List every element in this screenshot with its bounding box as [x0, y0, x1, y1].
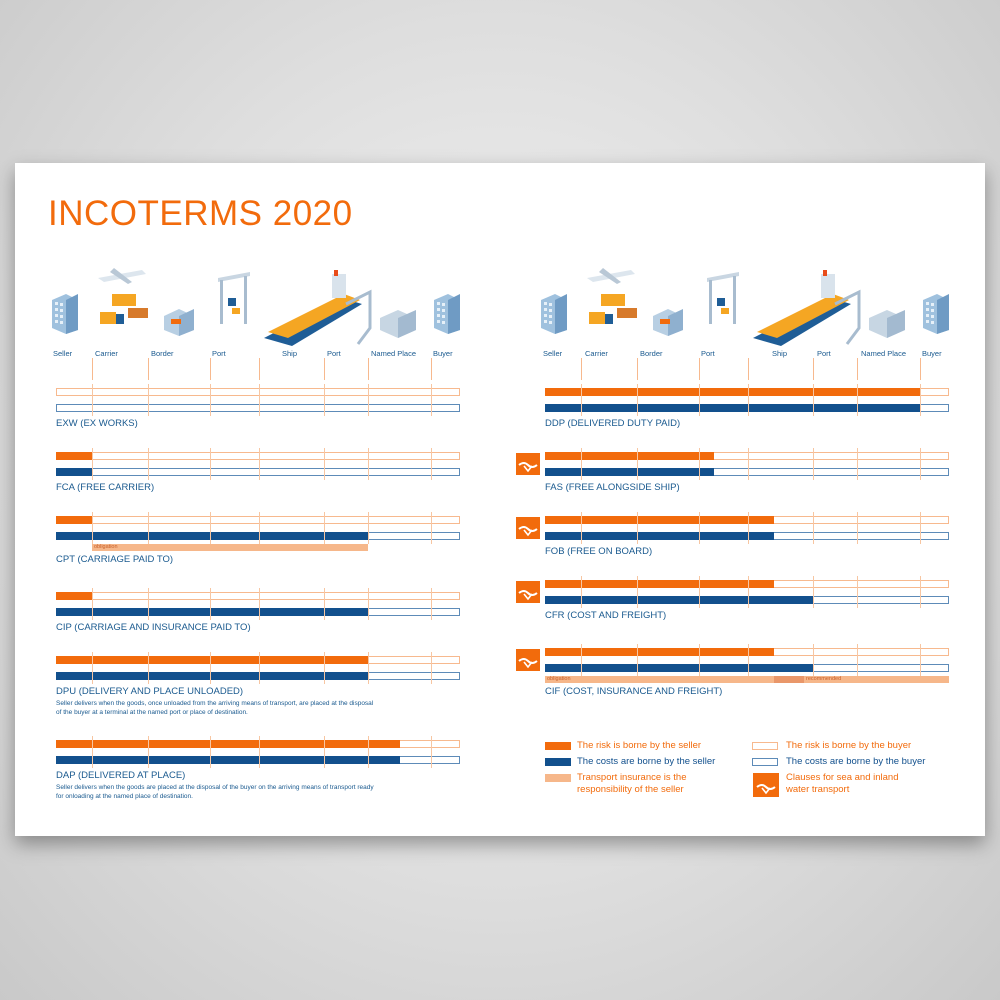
- bar-tick: [748, 576, 749, 608]
- bar-tick: [920, 512, 921, 544]
- right-location-line: [581, 358, 582, 380]
- risk-seller-bar: [545, 580, 774, 588]
- left-airplane-icon: [92, 264, 152, 339]
- right-location-line: [637, 358, 638, 380]
- left-location-label: Ship: [282, 349, 298, 358]
- bar-tick: [857, 644, 858, 676]
- bar-tick: [920, 576, 921, 608]
- right-location-label: Port: [817, 349, 831, 358]
- right-location-label: Carrier: [585, 349, 608, 358]
- bar-tick: [431, 736, 432, 768]
- left-location-label: Named Place: [371, 349, 417, 358]
- bar-tick: [148, 652, 149, 684]
- bar-tick: [368, 384, 369, 416]
- bar-tick: [148, 512, 149, 544]
- bar-tick: [431, 588, 432, 620]
- sea-transport-icon: [516, 453, 540, 475]
- term-label: FCA (FREE CARRIER): [56, 482, 155, 493]
- term-description: Seller delivers when the goods are placed at the disposal of the buyer on the arriving means of transport ready for onloading at the named place of destination.: [56, 784, 374, 800]
- bar-tick: [92, 588, 93, 620]
- legend-sea-text: Clauses for sea and inland water transport: [786, 772, 899, 795]
- term-label: DAP (DELIVERED AT PLACE): [56, 770, 186, 781]
- cost-seller-bar: [56, 672, 368, 680]
- left-buyer-building-icon: [430, 292, 464, 339]
- bar-tick: [637, 644, 638, 676]
- left-port-crane-icon: [214, 268, 254, 333]
- bar-tick: [431, 652, 432, 684]
- bar-tick: [581, 576, 582, 608]
- bar-tick: [210, 448, 211, 480]
- cost-seller-bar: [56, 756, 400, 764]
- bar-tick: [857, 576, 858, 608]
- risk-seller-bar: [545, 452, 714, 460]
- left-location-label: Port: [327, 349, 341, 358]
- legend-risk-buyer-text: The risk is borne by the buyer: [786, 740, 912, 751]
- bar-tick: [368, 512, 369, 544]
- right-container-ship-icon: [751, 268, 861, 353]
- right-location-line: [857, 358, 858, 380]
- legend-insurance-text: Transport insurance is the responsibility of the seller: [577, 772, 687, 795]
- bar-tick: [431, 448, 432, 480]
- cost-buyer-bar: [56, 468, 460, 476]
- bar-tick: [324, 588, 325, 620]
- cost-seller-bar: [56, 468, 92, 476]
- bar-tick: [259, 652, 260, 684]
- legend-cost-buyer-text: The costs are borne by the buyer: [786, 756, 926, 767]
- bar-tick: [857, 384, 858, 416]
- bar-tick: [699, 448, 700, 480]
- bar-tick: [637, 576, 638, 608]
- risk-buyer-bar: [56, 592, 460, 600]
- term-label: FAS (FREE ALONGSIDE SHIP): [545, 482, 680, 493]
- cost-seller-bar: [56, 608, 368, 616]
- cost-seller-bar: [545, 404, 920, 412]
- bar-tick: [148, 448, 149, 480]
- bar-tick: [748, 448, 749, 480]
- bar-tick: [637, 512, 638, 544]
- bar-tick: [813, 448, 814, 480]
- left-location-label: Seller: [53, 349, 73, 358]
- bar-tick: [259, 448, 260, 480]
- bar-tick: [210, 736, 211, 768]
- term-label: CFR (COST AND FREIGHT): [545, 610, 667, 621]
- risk-seller-bar: [56, 592, 92, 600]
- term-label: CIF (COST, INSURANCE AND FREIGHT): [545, 686, 723, 697]
- risk-buyer-bar: [56, 388, 460, 396]
- bar-tick: [748, 512, 749, 544]
- legend-cost-seller-swatch: [545, 758, 571, 766]
- term-label: CIP (CARRIAGE AND INSURANCE PAID TO): [56, 622, 251, 633]
- legend-insurance-swatch: [545, 774, 571, 782]
- term-label: DPU (DELIVERY AND PLACE UNLOADED): [56, 686, 244, 697]
- right-location-label: Buyer: [922, 349, 942, 358]
- bar-tick: [368, 588, 369, 620]
- term-label: FOB (FREE ON BOARD): [545, 546, 653, 557]
- risk-seller-bar: [56, 516, 92, 524]
- term-label: EXW (EX WORKS): [56, 418, 138, 429]
- right-customs-border-icon: [651, 306, 685, 341]
- legend-risk-buyer-swatch: [752, 742, 778, 750]
- insurance-recommended-bar: [774, 676, 804, 683]
- bar-tick: [920, 644, 921, 676]
- left-office-building-icon: [48, 292, 82, 339]
- term-description: Seller delivers when the goods, once unloaded from the arriving means of transport, are placed at the disposal of the buyer at a terminal at the named port or place of destination.: [56, 700, 374, 716]
- bar-tick: [431, 512, 432, 544]
- bar-tick: [259, 384, 260, 416]
- legend-risk-seller-text: The risk is borne by the seller: [577, 740, 702, 751]
- bar-tick: [857, 512, 858, 544]
- bar-tick: [92, 652, 93, 684]
- bar-tick: [813, 644, 814, 676]
- bar-tick: [368, 652, 369, 684]
- sea-transport-icon: [516, 517, 540, 539]
- bar-tick: [699, 576, 700, 608]
- bar-tick: [581, 448, 582, 480]
- bar-tick: [748, 384, 749, 416]
- cost-seller-bar: [545, 532, 774, 540]
- cost-seller-bar: [56, 532, 368, 540]
- cost-seller-bar: [545, 596, 813, 604]
- left-location-label: Border: [151, 349, 174, 358]
- bar-tick: [748, 644, 749, 676]
- bar-tick: [210, 588, 211, 620]
- left-location-line: [92, 358, 93, 380]
- cost-seller-bar: [545, 468, 714, 476]
- poster: [15, 163, 985, 836]
- left-customs-border-icon: [162, 306, 196, 341]
- bar-tick: [92, 736, 93, 768]
- bar-tick: [324, 512, 325, 544]
- left-location-label: Buyer: [433, 349, 453, 358]
- bar-tick: [581, 384, 582, 416]
- right-port-crane-icon: [703, 268, 743, 333]
- bar-tick: [259, 512, 260, 544]
- insurance-recommended-label: recommended: [806, 676, 842, 682]
- bar-tick: [259, 736, 260, 768]
- bar-tick: [581, 644, 582, 676]
- bar-tick: [259, 588, 260, 620]
- bar-tick: [210, 652, 211, 684]
- bar-tick: [324, 384, 325, 416]
- left-location-line: [324, 358, 325, 380]
- bar-tick: [324, 448, 325, 480]
- bar-tick: [92, 512, 93, 544]
- bar-tick: [148, 736, 149, 768]
- bar-tick: [210, 512, 211, 544]
- risk-seller-bar: [56, 740, 400, 748]
- risk-buyer-bar: [56, 516, 460, 524]
- right-location-line: [699, 358, 700, 380]
- legend-risk-seller-swatch: [545, 742, 571, 750]
- right-location-label: Ship: [772, 349, 788, 358]
- right-buyer-building-icon: [919, 292, 953, 339]
- left-location-line: [431, 358, 432, 380]
- bar-tick: [699, 512, 700, 544]
- bar-tick: [324, 652, 325, 684]
- bar-tick: [148, 384, 149, 416]
- risk-seller-bar: [545, 648, 774, 656]
- bar-tick: [637, 448, 638, 480]
- bar-tick: [857, 448, 858, 480]
- bar-tick: [368, 736, 369, 768]
- risk-seller-bar: [56, 452, 92, 460]
- legend-cost-buyer-swatch: [752, 758, 778, 766]
- right-location-label: Seller: [543, 349, 563, 358]
- insurance-bar: [545, 676, 949, 683]
- right-location-label: Port: [701, 349, 715, 358]
- risk-seller-bar: [545, 516, 774, 524]
- left-location-line: [368, 358, 369, 380]
- insurance-label: obligation: [547, 676, 571, 682]
- bar-tick: [581, 512, 582, 544]
- sea-transport-icon: [516, 581, 540, 603]
- left-location-line: [259, 358, 260, 380]
- term-label: CPT (CARRIAGE PAID TO): [56, 554, 174, 565]
- right-location-line: [920, 358, 921, 380]
- bar-tick: [920, 448, 921, 480]
- insurance-label: obligation: [94, 544, 118, 550]
- bar-tick: [210, 384, 211, 416]
- term-label: DDP (DELIVERED DUTY PAID): [545, 418, 681, 429]
- bar-tick: [637, 384, 638, 416]
- cost-buyer-bar: [56, 404, 460, 412]
- risk-seller-bar: [56, 656, 368, 664]
- right-airplane-icon: [581, 264, 641, 339]
- bar-tick: [699, 644, 700, 676]
- risk-seller-bar: [545, 388, 920, 396]
- sea-transport-icon: [516, 649, 540, 671]
- bar-tick: [431, 384, 432, 416]
- page-title: INCOTERMS 2020: [48, 194, 353, 233]
- bar-tick: [92, 384, 93, 416]
- bar-tick: [92, 448, 93, 480]
- bar-tick: [699, 384, 700, 416]
- left-warehouse-icon: [378, 306, 418, 343]
- right-location-label: Named Place: [861, 349, 907, 358]
- legend-sea-transport-icon: [753, 773, 779, 797]
- insurance-bar: [92, 544, 368, 551]
- right-location-line: [748, 358, 749, 380]
- bar-tick: [920, 384, 921, 416]
- risk-buyer-bar: [56, 452, 460, 460]
- bar-tick: [148, 588, 149, 620]
- bar-tick: [813, 576, 814, 608]
- bar-tick: [368, 448, 369, 480]
- left-location-label: Port: [212, 349, 226, 358]
- bar-tick: [813, 384, 814, 416]
- right-location-label: Border: [640, 349, 663, 358]
- right-warehouse-icon: [867, 306, 907, 343]
- left-location-line: [210, 358, 211, 380]
- right-office-building-icon: [537, 292, 571, 339]
- left-location-label: Carrier: [95, 349, 118, 358]
- bar-tick: [324, 736, 325, 768]
- bar-tick: [813, 512, 814, 544]
- left-container-ship-icon: [262, 268, 372, 353]
- legend-cost-seller-text: The costs are borne by the seller: [577, 756, 716, 767]
- right-location-line: [813, 358, 814, 380]
- cost-seller-bar: [545, 664, 813, 672]
- left-location-line: [148, 358, 149, 380]
